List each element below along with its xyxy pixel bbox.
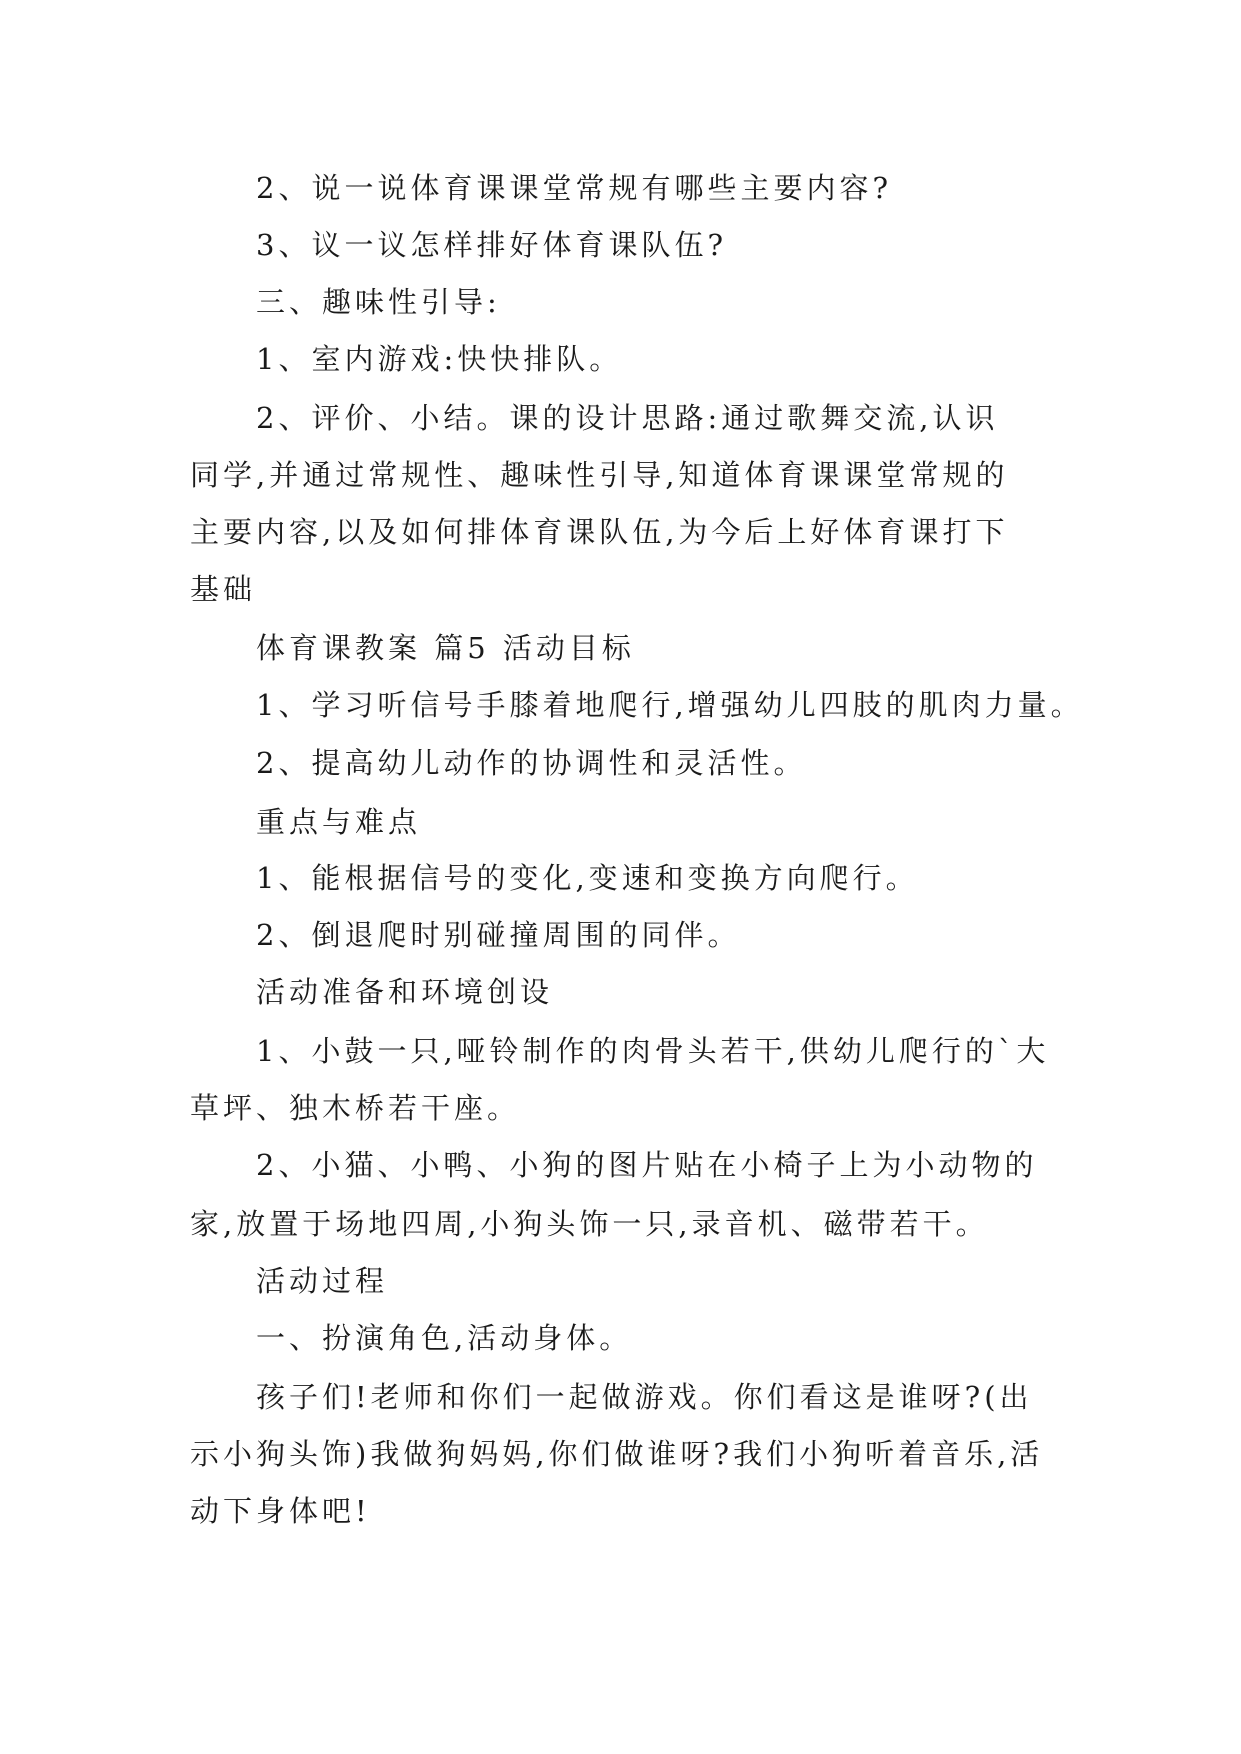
section-heading: 活动准备和环境创设 (256, 975, 554, 1009)
text-line: 2、评价、小结。课的设计思路:通过歌舞交流,认识 (256, 401, 999, 435)
text-line: 动下身体吧! (190, 1494, 371, 1528)
text-line: 2、倒退爬时别碰撞周围的同伴。 (256, 918, 741, 952)
section-heading: 体育课教案 篇5 活动目标 (256, 631, 635, 665)
text-line: 一、扮演角色,活动身体。 (256, 1321, 633, 1355)
text-line: 基础 (190, 572, 257, 606)
text-line: 2、说一说体育课课堂常规有哪些主要内容? (256, 171, 892, 205)
text-line: 2、提高幼儿动作的协调性和灵活性。 (256, 746, 807, 780)
text-line: 主要内容,以及如何排体育课队伍,为今后上好体育课打下 (190, 515, 1009, 549)
text-line: 同学,并通过常规性、趣味性引导,知道体育课课堂常规的 (190, 458, 1009, 492)
text-line: 1、室内游戏:快快排队。 (256, 342, 623, 376)
text-line: 3、议一议怎样排好体育课队伍? (256, 228, 727, 262)
text-line: 草坪、独木桥若干座。 (190, 1091, 521, 1125)
section-heading: 重点与难点 (256, 805, 422, 839)
text-line: 孩子们!老师和你们一起做游戏。你们看这是谁呀?(出 (256, 1380, 1033, 1414)
text-line: 1、学习听信号手膝着地爬行,增强幼儿四肢的肌肉力量。 (256, 688, 1084, 722)
text-line: 1、能根据信号的变化,变速和变换方向爬行。 (256, 861, 919, 895)
text-line: 1、小鼓一只,哑铃制作的肉骨头若干,供幼儿爬行的`大 (256, 1034, 1050, 1068)
text-line: 家,放置于场地四周,小狗头饰一只,录音机、磁带若干。 (190, 1207, 989, 1241)
text-line: 2、小猫、小鸭、小狗的图片贴在小椅子上为小动物的 (256, 1148, 1038, 1182)
section-heading: 活动过程 (256, 1264, 389, 1298)
text-line: 示小狗头饰)我做狗妈妈,你们做谁呀?我们小狗听着音乐,活 (190, 1437, 1044, 1471)
section-heading: 三、趣味性引导: (256, 285, 501, 319)
